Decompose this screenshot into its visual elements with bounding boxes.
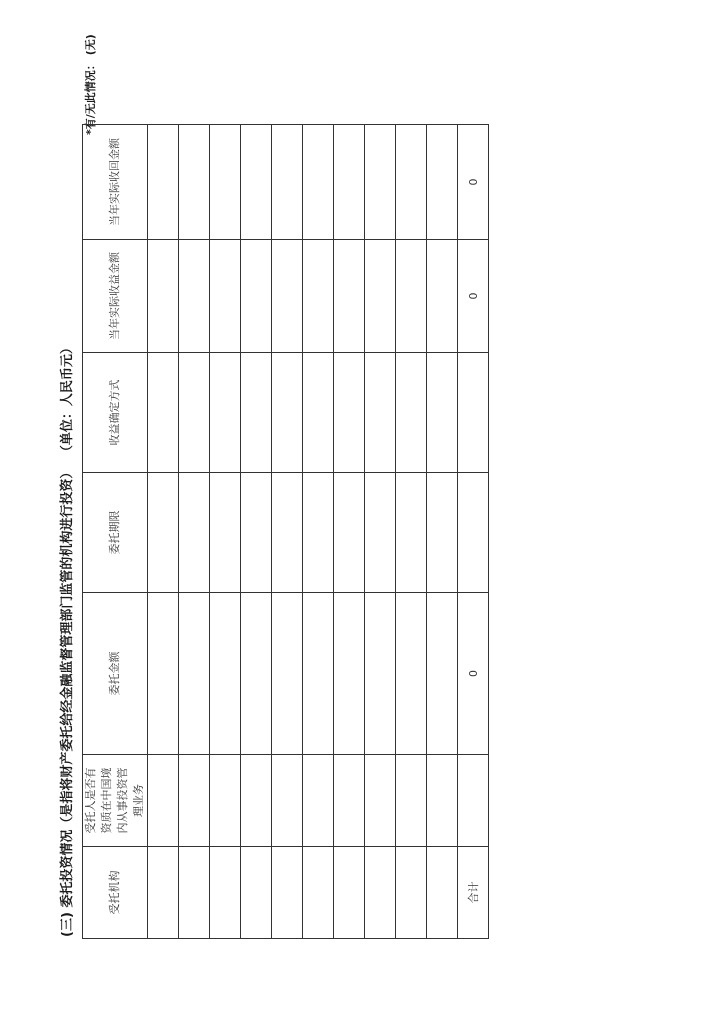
table-cell <box>241 593 272 755</box>
table-cell <box>210 125 241 240</box>
table-cell <box>334 125 365 240</box>
table-cell <box>272 473 303 593</box>
table-cell <box>303 240 334 353</box>
table-row <box>303 125 334 939</box>
header-row <box>83 125 148 939</box>
unit-label: （单位：人民币元） <box>60 341 75 452</box>
table-cell <box>179 847 210 939</box>
table-cell <box>241 847 272 939</box>
presence-value: (无) <box>84 34 97 56</box>
table-cell <box>241 473 272 593</box>
table-cell <box>334 473 365 593</box>
table-cell <box>303 353 334 473</box>
table-cell <box>334 593 365 755</box>
table-cell <box>272 593 303 755</box>
table-cell <box>427 353 458 473</box>
table-cell <box>334 755 365 847</box>
presence-label: *有/无此情况： <box>84 59 97 135</box>
total-label: 合计 <box>458 847 489 939</box>
table-row <box>148 125 179 939</box>
table-cell <box>396 240 427 353</box>
total-income-method <box>458 353 489 473</box>
table-row <box>179 125 210 939</box>
table-cell <box>334 847 365 939</box>
table-cell <box>179 125 210 240</box>
section-title <box>56 341 75 937</box>
table-cell <box>365 847 396 939</box>
total-actual-income: 0 <box>458 240 489 353</box>
header-actual-income: 当年实际收益金额 <box>83 240 148 353</box>
table-cell <box>365 240 396 353</box>
table-cell <box>303 755 334 847</box>
table-cell <box>396 125 427 240</box>
table-cell <box>179 240 210 353</box>
table-cell <box>427 755 458 847</box>
header-income-method: 收益确定方式 <box>83 353 148 473</box>
table-cell <box>179 755 210 847</box>
table-cell <box>365 473 396 593</box>
table-cell <box>396 847 427 939</box>
table-cell <box>427 240 458 353</box>
total-entrust-term <box>458 473 489 593</box>
table-cell <box>210 240 241 353</box>
table-cell <box>303 847 334 939</box>
header-entrust-amount: 委托金额 <box>83 593 148 755</box>
table-cell <box>365 593 396 755</box>
table-row <box>365 125 396 939</box>
table-cell <box>396 473 427 593</box>
table-cell <box>396 353 427 473</box>
table-cell <box>427 125 458 240</box>
total-actual-recovered: 0 <box>458 125 489 240</box>
table-cell <box>365 755 396 847</box>
entrusted-investment-table <box>82 124 489 939</box>
header-qualification: 受托人是否有资质在中国境内从事投资管理业务 <box>83 755 148 847</box>
header-actual-recovered: 当年实际收回金额 <box>83 125 148 240</box>
table-cell <box>241 353 272 473</box>
table-row <box>272 125 303 939</box>
table-cell <box>365 353 396 473</box>
section-title-text: (三) 委托投资情况（是指将财产委托给经金融监督管理部门监管的机构进行投资） <box>60 465 75 937</box>
table-cell <box>179 473 210 593</box>
table-cell <box>365 125 396 240</box>
table-cell <box>272 240 303 353</box>
table-cell <box>179 353 210 473</box>
table-cell <box>241 125 272 240</box>
total-row <box>458 125 489 939</box>
table-cell <box>148 473 179 593</box>
header-trustee: 受托机构 <box>83 847 148 939</box>
table-cell <box>334 353 365 473</box>
table-cell <box>334 240 365 353</box>
table-cell <box>179 593 210 755</box>
table-row <box>334 125 365 939</box>
table-row <box>396 125 427 939</box>
table-cell <box>272 847 303 939</box>
table-cell <box>210 353 241 473</box>
table-cell <box>272 755 303 847</box>
table-cell <box>427 847 458 939</box>
table-cell <box>303 125 334 240</box>
table-cell <box>303 473 334 593</box>
table-body <box>148 125 489 939</box>
table-cell <box>148 353 179 473</box>
table-row <box>241 125 272 939</box>
table-cell <box>396 755 427 847</box>
table-cell <box>210 593 241 755</box>
header-entrust-term: 委托期限 <box>83 473 148 593</box>
total-entrust-amount: 0 <box>458 593 489 755</box>
table-cell <box>272 353 303 473</box>
table-cell <box>148 755 179 847</box>
table-cell <box>148 125 179 240</box>
table-cell <box>241 755 272 847</box>
table-cell <box>148 240 179 353</box>
table-cell <box>396 593 427 755</box>
table-cell <box>210 847 241 939</box>
table-cell <box>427 593 458 755</box>
table-row <box>210 125 241 939</box>
table-row <box>427 125 458 939</box>
table-cell <box>427 473 458 593</box>
table-cell <box>148 593 179 755</box>
table-cell <box>148 847 179 939</box>
total-qualification-cell <box>458 755 489 847</box>
table-cell <box>303 593 334 755</box>
table-cell <box>210 755 241 847</box>
table-cell <box>272 125 303 240</box>
table-cell <box>241 240 272 353</box>
table-cell <box>210 473 241 593</box>
presence-note <box>82 34 98 135</box>
